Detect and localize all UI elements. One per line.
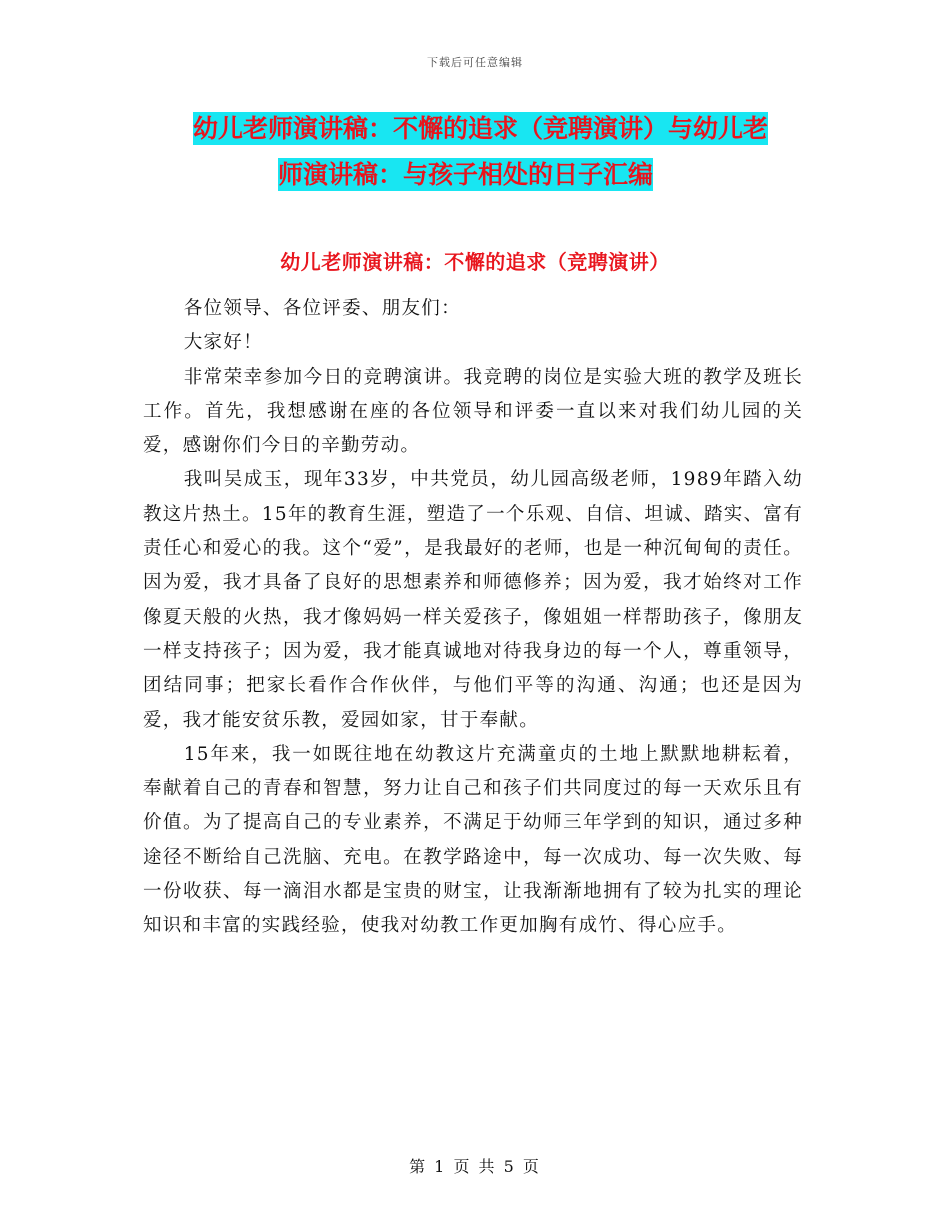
header-note: 下载后可任意编辑 <box>427 56 523 69</box>
experience-paragraph: 15年来，我一如既往地在幼教这片充满童贞的土地上默默地耕耘着，奉献着自己的青春和智慧，努力让自己和孩子们共同度过的每一天欢乐且有价值。为了提高自己的专业素养，不满足于幼师三年学到的知识，通过多种途径不断给自己洗脑、充电。在教学路途中，每一次成功、每一次失败、每一份收获、每一滴泪水都是宝贵的财宝，让我渐渐地拥有了较为扎实的理论知识和丰富的实践经验，使我对幼教工作更加胸有成竹、得心应手。 <box>143 743 803 937</box>
document-title-line-2 <box>0 156 950 194</box>
section-heading: 幼儿老师演讲稿：不懈的追求（竞聘演讲） <box>280 250 670 274</box>
speech-body <box>143 292 803 944</box>
document-title-line-1 <box>0 110 950 148</box>
document-title-text-1: 幼儿老师演讲稿：不懈的追求（竞聘演讲）与幼儿老 <box>193 114 769 143</box>
greeting-paragraph: 大家好！ <box>183 332 263 354</box>
salutation-paragraph: 各位领导、各位评委、朋友们： <box>183 298 461 319</box>
intro-paragraph: 非常荣幸参加今日的竞聘演讲。我竞聘的岗位是实验大班的教学及班长工作。首先，我想感谢在座的各位领导和评委一直以来对我们幼儿园的关爱，感谢你们今日的辛勤劳动。 <box>143 366 803 457</box>
page-number-footer: 第 1 页 共 5 页 <box>409 1157 541 1176</box>
self-introduction-paragraph: 我叫吴成玉，现年33岁，中共党员，幼儿园高级老师，1989年踏入幼教这片热土。15年的教育生涯，塑造了一个乐观、自信、坦诚、踏实、富有责任心和爱心的我。这个“爱”，是我最好的老师，也是一种沉甸甸的责任。因为爱，我才具备了良好的思想素养和师德修养；因为爱，我才始终对工作像夏天般的火热，我才像妈妈一样关爱孩子，像姐姐一样帮助孩子，像朋友一样支持孩子；因为爱，我才能真诚地对待我身边的每一个人，尊重领导，团结同事；把家长看作合作伙伴，与他们平等的沟通、沟通；也还是因为爱，我才能安贫乐教，爱园如家，甘于奉献。 <box>143 469 803 731</box>
document-title-text-2: 师演讲稿：与孩子相处的日子汇编 <box>278 160 654 189</box>
